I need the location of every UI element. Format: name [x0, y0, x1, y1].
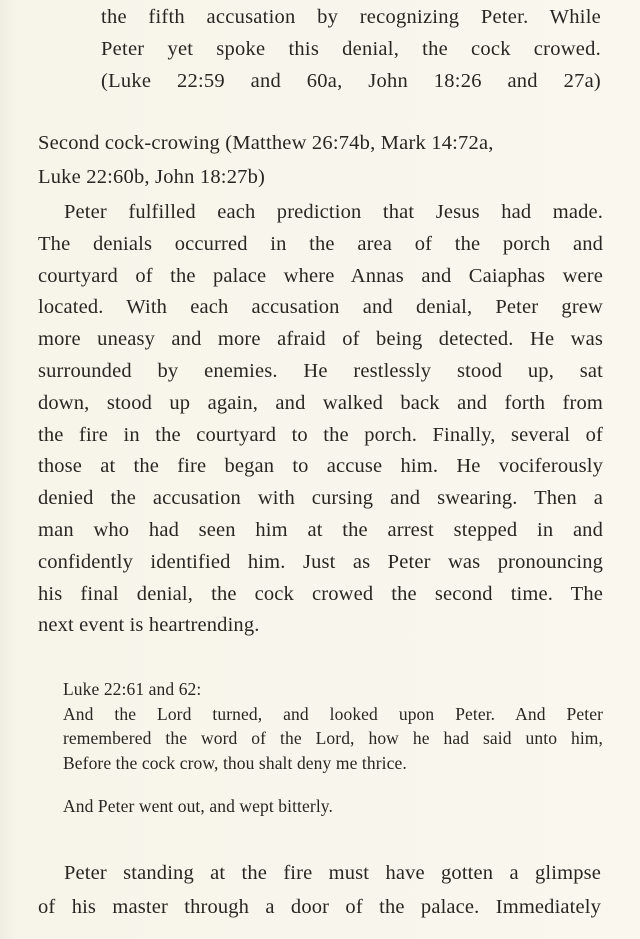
closing-paragraph: [38, 856, 601, 924]
scripture-quote: [63, 677, 603, 819]
text-line: the fifth accusation by recognizing Peter. While: [101, 6, 601, 28]
text-line: located. With each accusation and denial, Peter grew: [38, 296, 603, 319]
verse-spacer: [63, 775, 603, 794]
text-line: confidently identified him. Just as Peter was pronouncing: [38, 550, 603, 573]
quote-line: And the Lord turned, and looked upon Peter. And Peter: [63, 703, 603, 724]
text-line: Peter fulfilled each prediction that Jesus had made.: [64, 201, 603, 223]
text-line: surrounded by enemies. He restlessly stood up, sat: [38, 359, 603, 382]
text-line: man who had seen him at the arrest stepped in and: [38, 518, 603, 541]
text-line: those at the fire began to accuse him. He vociferously: [38, 455, 603, 478]
text-line: of his master through a door of the palace. Immediately: [38, 896, 601, 918]
text-line: (Luke 22:59 and 60a, John 18:26 and 27a): [101, 70, 601, 92]
heading-line: Second cock-crowing (Matthew 26:74b, Mark 14:72a,: [38, 132, 494, 154]
text-line: denied the accusation with cursing and swearing. Then a: [38, 487, 603, 510]
scripture-reference: Luke 22:61 and 62:: [63, 679, 202, 699]
continued-indented-paragraph: [101, 1, 601, 97]
text-line: down, stood up again, and walked back and forth from: [38, 391, 603, 414]
text-line: Peter yet spoke this denial, the cock crowed.: [101, 38, 601, 60]
heading-line: Luke 22:60b, John 18:27b): [38, 166, 266, 188]
text-line: more uneasy and more afraid of being detected. He was: [38, 328, 603, 351]
text-line: the fire in the courtyard to the porch. Finally, several of: [38, 423, 603, 446]
quote-line: And Peter went out, and wept bitterly.: [63, 796, 333, 816]
main-paragraph: [38, 197, 603, 642]
quote-line: remembered the word of the Lord, how he had said unto him,: [63, 728, 603, 748]
text-line: courtyard of the palace where Annas and Caiaphas were: [38, 264, 603, 287]
section-heading: [38, 126, 603, 194]
text-line: next event is heartrending.: [38, 614, 260, 637]
text-line: The denials occurred in the area of the porch and: [38, 232, 603, 255]
quote-line: Before the cock crow, thou shalt deny me thrice.: [63, 752, 407, 773]
text-line: his final denial, the cock crowed the second time. The: [38, 582, 603, 605]
text-line: Peter standing at the fire must have gotten a glimpse: [64, 862, 601, 884]
